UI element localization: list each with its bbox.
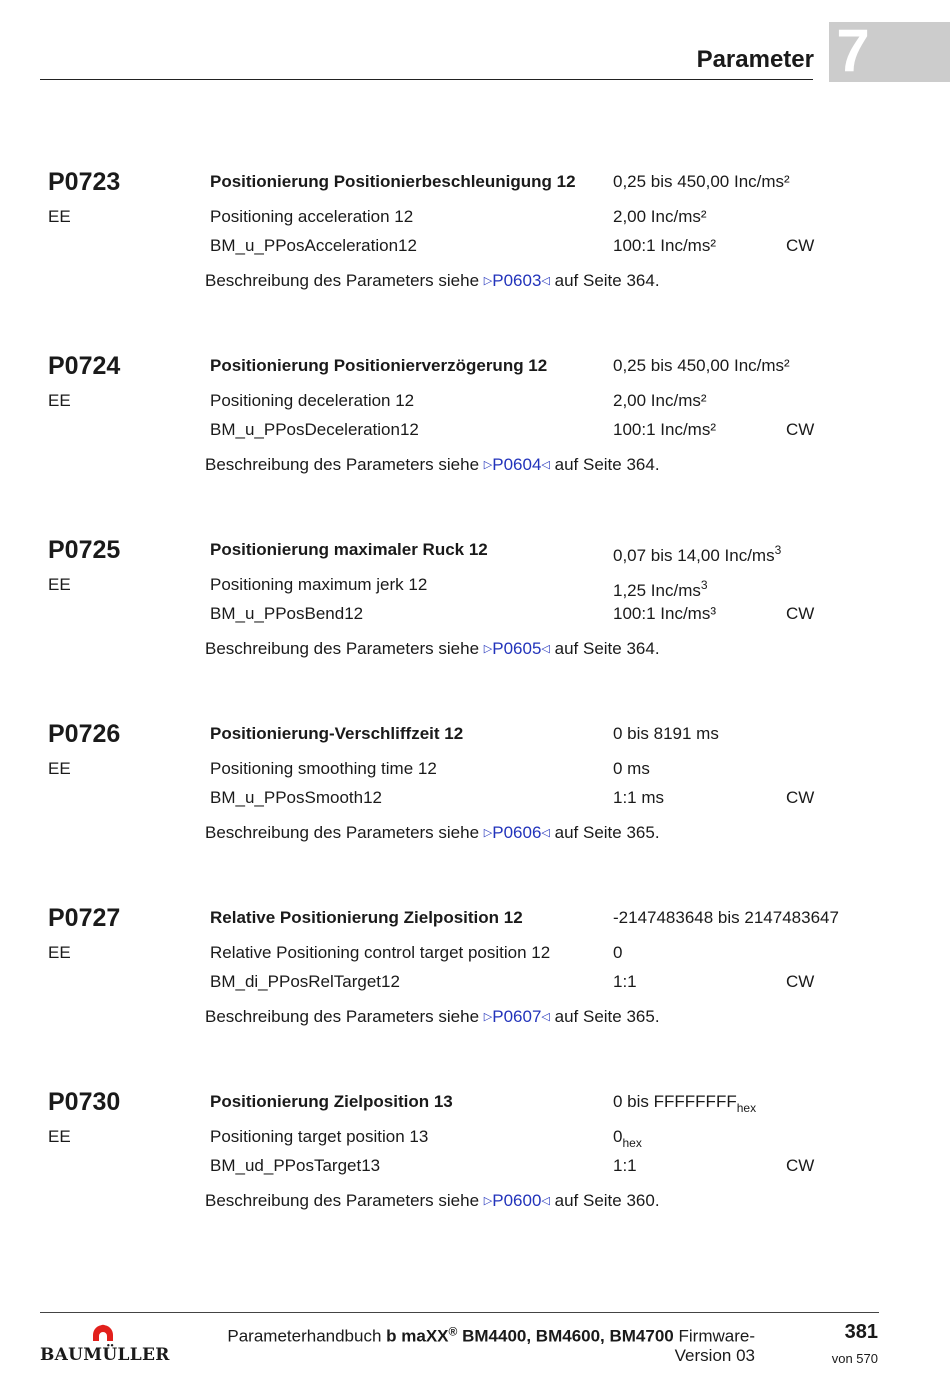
link-close-triangle-icon: ◁ [541,1195,550,1207]
parameter-range: 0,25 bis 450,00 Inc/ms² [613,356,790,375]
default-exponent: 3 [700,578,708,592]
parameter-variable: BM_ud_PPosTarget13 [210,1156,381,1175]
footer-firmware: Firmware- [678,1326,755,1346]
link-close-triangle-icon: ◁ [541,827,550,839]
parameter-range: 0 bis 8191 ms [613,724,719,743]
description-prefix: Beschreibung des Parameters siehe [205,639,480,658]
footer-product: b maXX [386,1326,449,1346]
parameter-scaling: 100:1 Inc/ms² [613,236,716,255]
parameter-variable: BM_di_PPosRelTarget12 [210,972,400,991]
parameter-default [613,1126,642,1154]
parameter-entry [0,535,950,675]
parameter-description [205,454,660,478]
parameter-name-de: Positionierung-Verschliffzeit 12 [210,724,464,743]
parameter-range [613,1091,756,1119]
parameter-description [205,270,660,294]
parameter-description [205,1006,660,1030]
parameter-code: P0724 [48,352,121,380]
parameter-name-en: Positioning maximum jerk 12 [210,575,428,594]
parameter-name-de: Positionierung maximaler Ruck 12 [210,540,488,559]
footer-handbook-title [180,1320,755,1348]
parameter-default: 2,00 Inc/ms² [613,391,707,410]
range-subscript: hex [736,1101,757,1115]
parameter-variable: BM_u_PPosBend12 [210,604,364,623]
description-suffix: auf Seite 364. [554,455,660,474]
description-prefix: Beschreibung des Parameters siehe [205,823,480,842]
parameter-default [613,574,708,602]
parameter-access: CW [786,236,815,255]
range-value: 0,07 bis 14,00 Inc/ms [613,546,775,565]
parameter-range: -2147483648 bis 2147483647 [613,908,839,927]
chapter-tab [829,17,950,84]
parameter-default: 2,00 Inc/ms² [613,207,707,226]
parameter-code: P0726 [48,720,121,748]
link-close-triangle-icon: ◁ [541,275,550,287]
link-open-triangle-icon: ▷ [483,459,493,471]
range-exponent: 3 [774,543,782,557]
parameter-code: P0725 [48,536,121,564]
parameter-scaling: 100:1 Inc/ms³ [613,604,716,623]
parameter-variable: BM_u_PPosSmooth12 [210,788,382,807]
page-number: 381 [844,1321,878,1343]
parameter-access-group: EE [48,943,71,962]
parameter-access: CW [786,788,815,807]
parameter-access: CW [786,972,815,991]
parameter-link[interactable]: P0603 [492,271,542,290]
link-open-triangle-icon: ▷ [483,1195,493,1207]
company-logo [40,1324,170,1368]
parameter-name-de: Relative Positionierung Zielposition 12 [210,908,523,927]
page-title: Parameter [696,46,814,73]
parameter-default: 0 ms [613,759,650,778]
parameter-default: 0 [613,943,623,962]
parameter-access: CW [786,420,815,439]
parameter-access: CW [786,1156,815,1175]
link-close-triangle-icon: ◁ [541,1011,550,1023]
footer-handbook: Parameterhandbuch [227,1326,382,1346]
link-close-triangle-icon: ◁ [541,459,550,471]
link-open-triangle-icon: ▷ [483,827,493,839]
parameter-entry [0,167,950,307]
parameter-scaling: 100:1 Inc/ms² [613,420,716,439]
parameter-name-en: Positioning target position 13 [210,1127,429,1146]
description-suffix: auf Seite 365. [554,823,660,842]
parameter-entry [0,903,950,1043]
parameter-code: P0730 [48,1088,121,1116]
parameter-variable: BM_u_PPosAcceleration12 [210,236,417,255]
parameter-name-de: Positionierung Positionierverzögerung 12 [210,356,548,375]
parameter-access-group: EE [48,1127,71,1146]
parameter-link[interactable]: P0607 [492,1007,542,1026]
parameter-name-de: Positionierung Positionierbeschleunigung 12 [210,172,576,191]
link-open-triangle-icon: ▷ [483,1011,493,1023]
chapter-number: 7 [836,17,870,84]
parameter-description [205,822,660,846]
parameter-access-group: EE [48,759,71,778]
page-total: von 570 [831,1351,878,1366]
description-suffix: auf Seite 364. [554,271,660,290]
parameter-variable: BM_u_PPosDeceleration12 [210,420,419,439]
parameter-description [205,638,660,662]
range-value: 0 bis FFFFFFFF [613,1092,737,1111]
parameter-description [205,1190,660,1214]
parameter-scaling: 1:1 [613,1156,637,1175]
parameter-name-en: Positioning acceleration 12 [210,207,414,226]
parameter-range: 0,25 bis 450,00 Inc/ms² [613,172,790,191]
parameter-entry [0,351,950,491]
header-divider [40,79,813,80]
parameter-entry [0,1087,950,1227]
parameter-name-de: Positionierung Zielposition 13 [210,1092,453,1111]
parameter-access: CW [786,604,815,623]
parameter-range [613,539,781,567]
description-prefix: Beschreibung des Parameters siehe [205,1191,480,1210]
parameter-name-en: Positioning smoothing time 12 [210,759,437,778]
parameter-link[interactable]: P0600 [492,1191,542,1210]
description-suffix: auf Seite 364. [554,639,660,658]
footer-version: Version 03 [674,1346,755,1365]
parameter-code: P0723 [48,168,121,196]
logo-emblem-icon [91,1324,115,1342]
description-prefix: Beschreibung des Parameters siehe [205,455,480,474]
parameter-link[interactable]: P0605 [492,639,542,658]
footer-models: BM4400, BM4600, BM4700 [462,1326,674,1346]
parameter-access-group: EE [48,207,71,226]
parameter-access-group: EE [48,391,71,410]
parameter-access-group: EE [48,575,71,594]
footer-registered-mark: ® [448,1324,458,1338]
parameter-link[interactable]: P0606 [492,823,542,842]
description-suffix: auf Seite 365. [554,1007,660,1026]
default-subscript: hex [622,1136,642,1150]
description-prefix: Beschreibung des Parameters siehe [205,271,480,290]
parameter-scaling: 1:1 ms [613,788,665,807]
link-open-triangle-icon: ▷ [483,643,493,655]
footer-divider [40,1312,879,1313]
default-value: 0 [613,1127,623,1146]
parameter-entry [0,719,950,859]
parameter-name-en: Positioning deceleration 12 [210,391,415,410]
parameter-scaling: 1:1 [613,972,637,991]
parameter-name-en: Relative Positioning control target position 12 [210,943,551,962]
parameter-code: P0727 [48,904,121,932]
description-prefix: Beschreibung des Parameters siehe [205,1007,480,1026]
link-close-triangle-icon: ◁ [541,643,550,655]
default-value: 1,25 Inc/ms [613,581,701,600]
parameter-link[interactable]: P0604 [492,455,542,474]
description-suffix: auf Seite 360. [554,1191,660,1210]
logo-wordmark: BAUMÜLLER [40,1345,170,1365]
link-open-triangle-icon: ▷ [483,275,493,287]
